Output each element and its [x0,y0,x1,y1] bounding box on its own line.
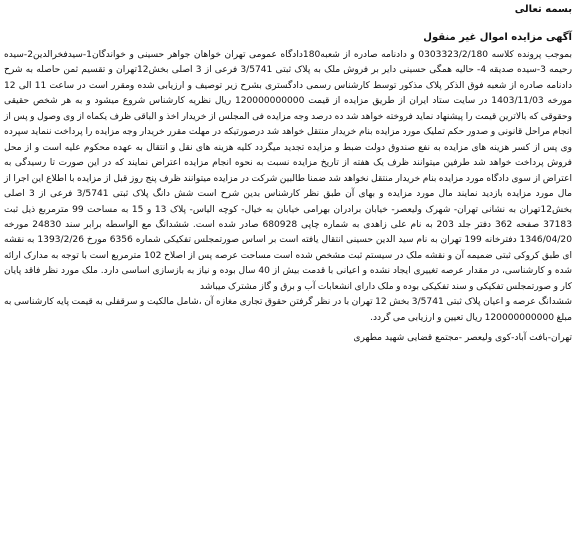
notice-title: آگهی مزایده اموال غیر منقول [423,32,572,43]
basmala-header: بسمه تعالی [514,4,572,15]
notice-body-paragraph-2: ششدانگ عرصه و اعیان پلاک ثبتی 3/5741 بخش 12 تهران با در نظر گرفتن حقوق تجاری مغازه آن ،شامل مالکیت و سرقفلی به قیمت پایه کارشناسی به مبلغ 120000000000 ریال تعیین و ارزیابی می گردد. [4,297,572,323]
court-address-signature: تهران-بافت آباد-کوی ولیعصر -مجتمع قضایی شهید مطهری [353,333,572,344]
notice-body-paragraph-1: بموجب پرونده کلاسه 0303323/2/180 و دادنامه صادره از شعبه180دادگاه عمومی تهران خواهان جواهر حسینی و خواندگان1-سیدفخرالدین2-سیده رحیمه 3-سیده صدیقه 4- حالیه همگی حسینی دایر بر فروش ملک به پلاک ثبتی 3/5741 فرعی از 3 اصلی بخش12تهران و تقسیم ثمن حاصله به شرح دادنامه صادره از شعبه فوق الذکر پلاک مذکور توسط کارشناس رسمی دادگستری بشرح زیر توصیف و ارزیابی شده ومقرر است در ساعت 11 الی 12 مورخه 1403/11/03 در سایت ستاد ایران از طریق مزایده از قیمت 120000000000 ریال نظریه کارشناس شروع میشود و به هر شخص حقیقی وحقوقی که بالاترین قیمت را پیشنهاد نماید فروخته خواهد شد ده درصد وجه مزایده فی المجلس از خریدار اخذ و الباقی ظرف یکماه از وی وصول و پس از انجام مراحل قانونی و صدور حکم تملیک مورد مزایده بنام خریدار منتقل خواهد شد درصورتیکه در مهلت مقرر خریدار وجه مزایده را پرداخت ننماید سپرده وی پس از کسر هزینه های مزایده به نفع صندوق دولت ضبط و مزایده تجدید میگردد کلیه هزینه های نقل و انتقال به عهده محکوم علیه است و از محل فروش پرداخت خواهد شد طرفین میتوانند ظرف یک هفته از تاریخ مزایده نسبت به نحوه انجام مزایده اعتراض نمایند که در این صورت تا رسیدگی به اعتراض از سوی دادگاه مورد مزایده بنام خریدار منتقل نخواهد شد ضمنا طالبین شرکت در مزایده میتوانند ظرف پنج روز قبل از مزایده با اطلاع این اجرا از مال مورد مزایده بازدید نمایند مال مورد مزایده و بهای آن طبق نظر کارشناس بدین شرح است شش دانگ پلاک ثبتی 3/5741 فرعی از 3 اصلی بخش12تهران به نشانی تهران- شهرک ولیعصر- خیابان برادران بهرامی خیابان به خیال- کوچه الیاس- پلاک 13 و 15 به مساحت 99 مترمربع ذیل ثبت 37183 صفحه 362 دفتر جلد 203 به نام علی زاهدی به شماره چاپی 680928 صادر شده است. ششدانگ مع الواسطه برابر سند 24830 مورخه 1346/04/20 دفترخانه 199 تهران به نام سید الدین حسینی انتقال یافته است بر اساس صورتمجلس تفکیکی شماره 6356 مورخ 1393/2/26 به نقشه ای طبق کروکی ثبتی ضمیمه آن و نقشه ملک در سیستم ثبت مشخص شده است مساحت عرصه پس از اصلاح 102 مترمربع است با توجه به مدارک ارائه شده و کارشناسی، در مقدار عرصه تغییری ایجاد نشده و اعیانی با قدمت بیش از 40 سال بوده و نیاز به بازسازی اساسی دارد. ملک مورد نظر فاقد پایان کار و صورتمجلس تفکیکی و سند تفکیکی بوده و ملک دارای انشعابات آب و برق و گاز مشترک میباشد [4,50,573,292]
